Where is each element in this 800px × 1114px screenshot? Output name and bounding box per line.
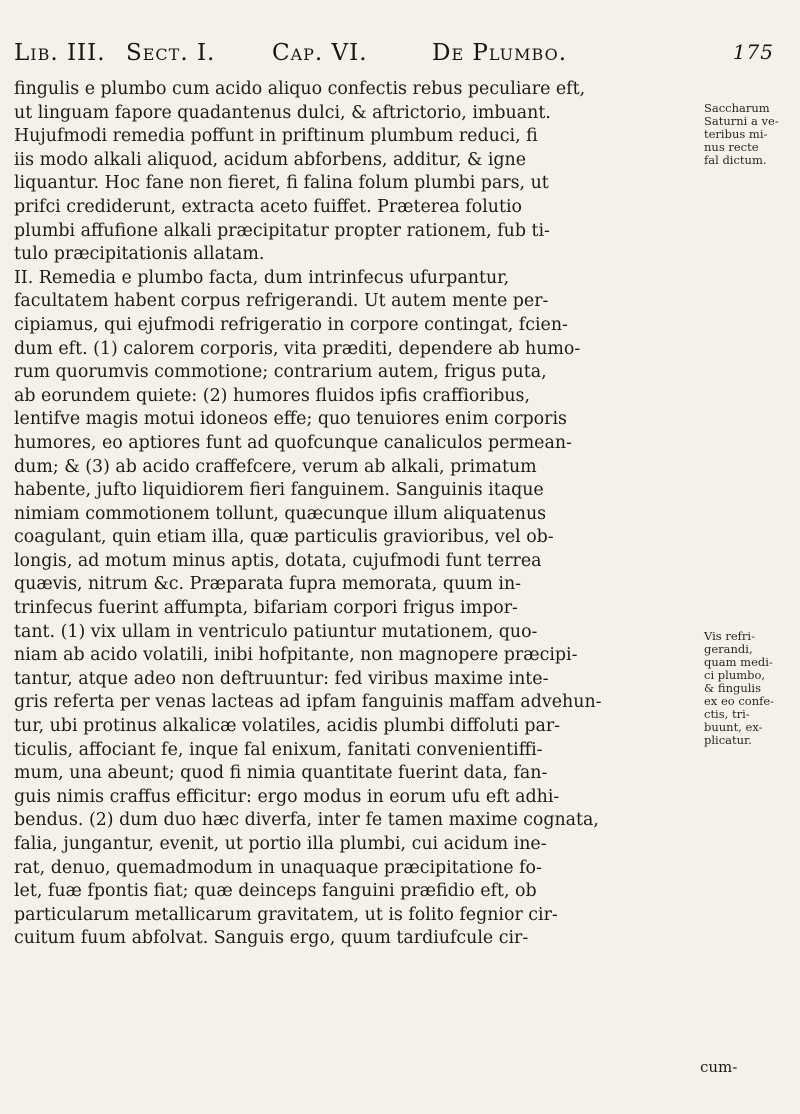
text-line: humores, eo aptiores funt ad quofcunque canaliculos permean-	[14, 432, 572, 453]
text-line: dum eft. (1) calorem corporis, vita præditi, dependere ab humo-	[14, 338, 581, 359]
margin-note-line: plicatur.	[704, 733, 752, 747]
margin-note-line: quam medi-	[704, 655, 773, 669]
text-line: fingulis e plumbo cum acido aliquo confectis rebus peculiare eft,	[14, 79, 586, 99]
text-line: falia, jungantur, evenit, ut portio illa plumbi, cui acidum ine-	[14, 834, 547, 854]
text-line: ab eorundem quiete: (2) humores fluidos ipfis craffioribus,	[14, 385, 531, 406]
margin-note-saccharum	[704, 102, 792, 167]
text-line: liquantur. Hoc fane non fieret, fi falina folum plumbi pars, ut	[14, 173, 549, 194]
text-line: ut linguam fapore quadantenus dulci, & aftrictorio, imbuant.	[14, 102, 551, 123]
text-line: lentifve magis motui idoneos effe; quo tenuiores enim corporis	[14, 409, 567, 430]
text-line: rat, denuo, quemadmodum in unaquaque præcipitatione fo-	[14, 857, 542, 878]
text-line: niam ab acido volatili, inibi hofpitante, non magnopere præcipi-	[14, 645, 578, 666]
text-line: ticulis, affociant fe, inque fal enixum, fanitati convenientiffi-	[14, 739, 543, 760]
running-head-title: De Plumbo.	[432, 40, 568, 66]
running-head	[14, 40, 774, 72]
text-line: particularum metallicarum gravitatem, ut is folito fegnior cir-	[14, 904, 558, 925]
text-line: tantur, atque adeo non deftruuntur: fed viribus maxime inte-	[14, 668, 549, 689]
text-line: gris referta per venas lacteas ad ipfam fanguinis maffam advehun-	[14, 692, 602, 713]
text-line: Hujufmodi remedia poffunt in priftinum plumbum reduci, fi	[14, 126, 538, 147]
text-line: facultatem habent corpus refrigerandi. Ut autem mente per-	[14, 291, 549, 312]
text-line: plumbi affufione alkali præcipitatur propter rationem, fub ti-	[14, 220, 550, 241]
text-line: iis modo alkali aliquod, acidum abforbens, additur, & igne	[14, 149, 527, 170]
text-line: II. Remedia e plumbo facta, dum intrinfecus ufurpantur,	[14, 267, 510, 288]
text-line: bendus. (2) dum duo hæc diverfa, inter fe tamen maxime cognata,	[14, 810, 599, 831]
margin-note-vis-refrigerandi	[704, 630, 792, 747]
body-text	[14, 78, 694, 951]
margin-note-line: teribus mi-	[704, 127, 768, 141]
page-number: 175	[732, 40, 774, 64]
margin-note-line: ci plumbo,	[704, 668, 766, 682]
margin-note-line: gerandi,	[704, 642, 753, 656]
text-line: guis nimis craffus efficitur: ergo modus in eorum ufu eft adhi-	[14, 786, 560, 807]
margin-note-line: Saturni a ve-	[704, 114, 779, 128]
text-line: tant. (1) vix ullam in ventriculo patiuntur mutationem, quo-	[14, 621, 538, 642]
text-line: longis, ad motum minus aptis, dotata, cujufmodi funt terrea	[14, 550, 542, 571]
text-line: dum; & (3) ab acido craffefcere, verum ab alkali, primatum	[14, 456, 537, 477]
margin-note-line: Vis refri-	[704, 629, 755, 643]
margin-note-line: ex eo confe-	[704, 694, 775, 708]
text-line: rum quorumvis commotione; contrarium autem, frigus puta,	[14, 362, 547, 383]
margin-note-line: fal dictum.	[704, 153, 767, 167]
text-line: let, fuæ fpontis fiat; quæ deinceps fanguini præfidio eft, ob	[14, 881, 537, 902]
text-line: mum, una abeunt; quod fi nimia quantitate fuerint data, fan-	[14, 763, 548, 784]
margin-note-line: & fingulis	[704, 681, 761, 695]
catchword: cum-	[700, 1058, 738, 1076]
running-head-section: Sect. I.	[126, 40, 216, 66]
text-line: habente, jufto liquidiorem fieri fanguinem. Sanguinis itaque	[14, 480, 544, 501]
text-line: tur, ubi protinus alkalicæ volatiles, acidis plumbi diffoluti par-	[14, 716, 561, 737]
text-line: coagulant, quin etiam illa, quæ particulis gravioribus, vel ob-	[14, 527, 554, 548]
text-line: cuitum fuum abfolvat. Sanguis ergo, quum tardiufcule cir-	[14, 928, 529, 949]
margin-note-line: buunt, ex-	[704, 720, 763, 734]
margin-note-line: Saccharum	[704, 101, 770, 115]
running-head-book: Lib. III.	[14, 40, 106, 66]
text-line: nimiam commotionem tollunt, quæcunque illum aliquatenus	[14, 503, 547, 524]
text-line: quævis, nitrum &c. Præparata fupra memorata, quum in-	[14, 574, 522, 595]
text-line: prifci crediderunt, extracta aceto fuiffet. Præterea folutio	[14, 196, 522, 217]
margin-note-line: nus recte	[704, 140, 759, 154]
text-line: tulo præcipitationis allatam.	[14, 244, 265, 265]
margin-note-line: ctis, tri-	[704, 707, 750, 721]
running-head-chapter: Cap. VI.	[272, 40, 368, 66]
text-line: trinfecus fuerint affumpta, bifariam corpori frigus impor-	[14, 598, 518, 619]
text-line: cipiamus, qui ejufmodi refrigeratio in corpore contingat, fcien-	[14, 314, 568, 335]
